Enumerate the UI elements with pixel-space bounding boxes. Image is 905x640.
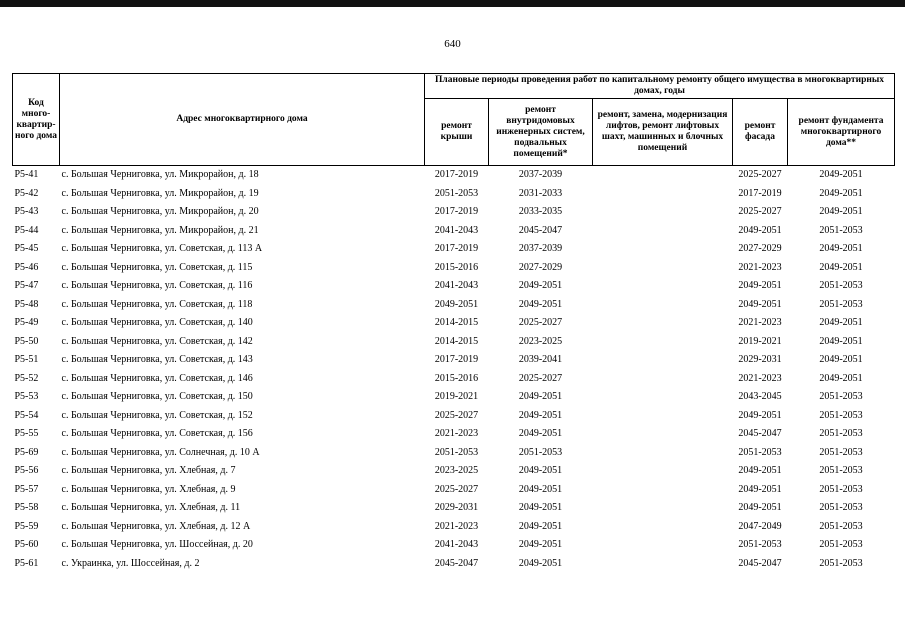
cell-foundation: 2051-2053 [819, 483, 863, 495]
cell-lifts [593, 518, 733, 537]
cell-foundation: 2049-2051 [819, 243, 863, 255]
cell-roof: 2025-2027 [434, 409, 479, 421]
page-number: 640 [444, 38, 461, 50]
cell-roof: 2017-2019 [434, 169, 479, 181]
cell-foundation: 2051-2053 [819, 539, 863, 551]
header-facade: ремонт фасада [733, 99, 788, 166]
cell-facade: 2021-2023 [738, 317, 782, 329]
cell-address: с. Большая Черниговка, ул. Советская, д. 116 [61, 280, 253, 292]
cell-facade: 2049-2051 [738, 409, 782, 421]
table-row [13, 277, 895, 296]
cell-lifts [593, 185, 733, 204]
cell-facade: 2045-2047 [738, 557, 782, 569]
cell-lifts [593, 536, 733, 555]
cell-roof: 2021-2023 [434, 520, 479, 532]
table-row [13, 240, 895, 259]
cell-facade: 2049-2051 [738, 465, 782, 477]
cell-facade: 2027-2029 [738, 243, 782, 255]
cell-code: Р5-43 [14, 206, 39, 218]
cell-foundation: 2049-2051 [819, 187, 863, 199]
cell-facade: 2029-2031 [738, 354, 782, 366]
cell-roof: 2017-2019 [434, 206, 479, 218]
cell-engineering: 2049-2051 [518, 539, 563, 551]
cell-engineering: 2049-2051 [518, 465, 563, 477]
cell-lifts [593, 203, 733, 222]
cell-lifts [593, 444, 733, 463]
cell-code: Р5-42 [14, 187, 39, 199]
table-row [13, 444, 895, 463]
cell-roof: 2014-2015 [434, 335, 479, 347]
cell-address: с. Большая Черниговка, ул. Советская, д. 118 [61, 298, 253, 310]
cell-roof: 2025-2027 [434, 483, 479, 495]
cell-code: Р5-41 [14, 169, 39, 181]
cell-code: Р5-57 [14, 483, 39, 495]
table-row [13, 333, 895, 352]
cell-roof: 2041-2043 [434, 280, 479, 292]
cell-address: с. Большая Черниговка, ул. Шоссейная, д. 20 [61, 539, 253, 551]
cell-engineering: 2049-2051 [518, 502, 563, 514]
cell-facade: 2051-2053 [738, 539, 782, 551]
cell-address: с. Большая Черниговка, ул. Хлебная, д. 12 А [61, 520, 251, 532]
table-row [13, 314, 895, 333]
cell-address: с. Большая Черниговка, ул. Микрорайон, д. 18 [61, 169, 259, 181]
cell-code: Р5-51 [14, 354, 39, 366]
cell-roof: 2041-2043 [434, 224, 479, 236]
cell-lifts [593, 277, 733, 296]
cell-facade: 2049-2051 [738, 224, 782, 236]
cell-engineering: 2049-2051 [518, 557, 563, 569]
cell-address: с. Большая Черниговка, ул. Микрорайон, д. 19 [61, 187, 259, 199]
table-row [13, 499, 895, 518]
scan-top-edge [0, 0, 905, 7]
cell-code: Р5-58 [14, 502, 39, 514]
cell-foundation: 2049-2051 [819, 372, 863, 384]
cell-lifts [593, 388, 733, 407]
cell-lifts [593, 555, 733, 574]
cell-lifts [593, 240, 733, 259]
cell-roof: 2015-2016 [434, 261, 479, 273]
cell-address: с. Большая Черниговка, ул. Советская, д. 152 [61, 409, 253, 421]
cell-code: Р5-54 [14, 409, 39, 421]
cell-roof: 2017-2019 [434, 243, 479, 255]
cell-lifts [593, 481, 733, 500]
cell-engineering: 2033-2035 [518, 206, 563, 218]
table-row [13, 481, 895, 500]
cell-address: с. Большая Черниговка, ул. Хлебная, д. 7 [61, 465, 236, 477]
cell-roof: 2021-2023 [434, 428, 479, 440]
cell-code: Р5-52 [14, 372, 39, 384]
header-engineering: ремонт внутридомовых инженерных систем, подвальных помещений* [489, 99, 593, 166]
table-row [13, 425, 895, 444]
cell-lifts [593, 166, 733, 185]
cell-roof: 2049-2051 [434, 298, 479, 310]
cell-facade: 2025-2027 [738, 169, 782, 181]
cell-facade: 2049-2051 [738, 483, 782, 495]
cell-engineering: 2049-2051 [518, 483, 563, 495]
cell-code: Р5-53 [14, 391, 39, 403]
cell-roof: 2029-2031 [434, 502, 479, 514]
cell-address: с. Большая Черниговка, ул. Хлебная, д. 9 [61, 483, 236, 495]
table-row [13, 388, 895, 407]
cell-engineering: 2025-2027 [518, 317, 563, 329]
cell-facade: 2047-2049 [738, 520, 782, 532]
table-row [13, 518, 895, 537]
cell-foundation: 2049-2051 [819, 317, 863, 329]
cell-code: Р5-44 [14, 224, 39, 236]
cell-roof: 2019-2021 [434, 391, 479, 403]
cell-engineering: 2031-2033 [518, 187, 563, 199]
cell-roof: 2017-2019 [434, 354, 479, 366]
cell-engineering: 2049-2051 [518, 428, 563, 440]
table-row [13, 370, 895, 389]
header-lifts: ремонт, замена, модернизация лифтов, ремонт лифтовых шахт, машинных и блочных помещений [593, 99, 733, 166]
cell-engineering: 2045-2047 [518, 224, 563, 236]
cell-foundation: 2051-2053 [819, 280, 863, 292]
table-row [13, 203, 895, 222]
cell-code: Р5-61 [14, 557, 39, 569]
cell-facade: 2049-2051 [738, 298, 782, 310]
cell-lifts [593, 370, 733, 389]
cell-address: с. Большая Черниговка, ул. Советская, д. 142 [61, 335, 253, 347]
cell-foundation: 2051-2053 [819, 446, 863, 458]
cell-foundation: 2051-2053 [819, 465, 863, 477]
cell-address: с. Большая Черниговка, ул. Солнечная, д. 10 А [61, 446, 260, 458]
cell-engineering: 2027-2029 [518, 261, 563, 273]
cell-engineering: 2049-2051 [518, 391, 563, 403]
cell-facade: 2049-2051 [738, 502, 782, 514]
header-address: Адрес многоквартирного дома [60, 74, 425, 166]
cell-roof: 2015-2016 [434, 372, 479, 384]
cell-foundation: 2051-2053 [819, 520, 863, 532]
table-row [13, 462, 895, 481]
cell-address: с. Большая Черниговка, ул. Советская, д. 150 [61, 391, 253, 403]
cell-roof: 2023-2025 [434, 465, 479, 477]
capital-repair-schedule-table [12, 73, 895, 573]
cell-address: с. Большая Черниговка, ул. Микрорайон, д. 20 [61, 206, 259, 218]
cell-foundation: 2049-2051 [819, 261, 863, 273]
cell-lifts [593, 499, 733, 518]
cell-lifts [593, 462, 733, 481]
cell-facade: 2025-2027 [738, 206, 782, 218]
cell-facade: 2017-2019 [738, 187, 782, 199]
cell-lifts [593, 351, 733, 370]
cell-engineering: 2037-2039 [518, 243, 563, 255]
cell-address: с. Большая Черниговка, ул. Микрорайон, д. 21 [61, 224, 259, 236]
cell-foundation: 2051-2053 [819, 557, 863, 569]
cell-code: Р5-69 [14, 446, 39, 458]
table-row [13, 296, 895, 315]
cell-foundation: 2049-2051 [819, 354, 863, 366]
cell-foundation: 2049-2051 [819, 169, 863, 181]
cell-foundation: 2051-2053 [819, 298, 863, 310]
cell-lifts [593, 333, 733, 352]
cell-engineering: 2025-2027 [518, 372, 563, 384]
header-foundation: ремонт фундамента многоквартирного дома** [788, 99, 895, 166]
header-code: Код много-квартир-ного дома [13, 74, 60, 166]
cell-engineering: 2023-2025 [518, 335, 563, 347]
table-row [13, 351, 895, 370]
cell-address: с. Большая Черниговка, ул. Советская, д. 115 [61, 261, 253, 273]
cell-code: Р5-60 [14, 539, 39, 551]
cell-engineering: 2049-2051 [518, 520, 563, 532]
cell-engineering: 2049-2051 [518, 298, 563, 310]
cell-lifts [593, 314, 733, 333]
cell-engineering: 2049-2051 [518, 280, 563, 292]
cell-address: с. Большая Черниговка, ул. Советская, д. 156 [61, 428, 253, 440]
cell-engineering: 2051-2053 [518, 446, 563, 458]
table-row [13, 185, 895, 204]
cell-code: Р5-50 [14, 335, 39, 347]
cell-engineering: 2039-2041 [518, 354, 563, 366]
cell-roof: 2051-2053 [434, 187, 479, 199]
header-roof: ремонт крыши [425, 99, 489, 166]
cell-code: Р5-45 [14, 243, 39, 255]
cell-address: с. Большая Черниговка, ул. Хлебная, д. 11 [61, 502, 241, 514]
cell-lifts [593, 259, 733, 278]
cell-code: Р5-59 [14, 520, 39, 532]
cell-code: Р5-47 [14, 280, 39, 292]
cell-code: Р5-48 [14, 298, 39, 310]
table-body [13, 166, 895, 574]
cell-foundation: 2051-2053 [819, 502, 863, 514]
cell-code: Р5-55 [14, 428, 39, 440]
table-row [13, 555, 895, 574]
cell-foundation: 2051-2053 [819, 391, 863, 403]
header-planned-periods: Плановые периоды проведения работ по капитальному ремонту общего имущества в многоквартирных домах, годы [425, 74, 895, 99]
table-row [13, 259, 895, 278]
cell-facade: 2043-2045 [738, 391, 782, 403]
cell-address: с. Большая Черниговка, ул. Советская, д. 146 [61, 372, 253, 384]
cell-address: с. Украинка, ул. Шоссейная, д. 2 [61, 557, 200, 569]
cell-code: Р5-46 [14, 261, 39, 273]
cell-facade: 2051-2053 [738, 446, 782, 458]
cell-roof: 2051-2053 [434, 446, 479, 458]
cell-engineering: 2049-2051 [518, 409, 563, 421]
cell-facade: 2021-2023 [738, 372, 782, 384]
table-row [13, 536, 895, 555]
table-row [13, 407, 895, 426]
cell-roof: 2045-2047 [434, 557, 479, 569]
cell-lifts [593, 296, 733, 315]
cell-foundation: 2051-2053 [819, 224, 863, 236]
cell-facade: 2049-2051 [738, 280, 782, 292]
cell-foundation: 2051-2053 [819, 428, 863, 440]
cell-address: с. Большая Черниговка, ул. Советская, д. 113 А [61, 243, 263, 255]
cell-foundation: 2049-2051 [819, 335, 863, 347]
cell-engineering: 2037-2039 [518, 169, 563, 181]
cell-foundation: 2049-2051 [819, 206, 863, 218]
cell-lifts [593, 425, 733, 444]
cell-roof: 2041-2043 [434, 539, 479, 551]
cell-code: Р5-56 [14, 465, 39, 477]
cell-facade: 2021-2023 [738, 261, 782, 273]
cell-facade: 2045-2047 [738, 428, 782, 440]
cell-roof: 2014-2015 [434, 317, 479, 329]
cell-facade: 2019-2021 [738, 335, 782, 347]
cell-code: Р5-49 [14, 317, 39, 329]
table-row [13, 166, 895, 185]
cell-address: с. Большая Черниговка, ул. Советская, д. 140 [61, 317, 253, 329]
cell-address: с. Большая Черниговка, ул. Советская, д. 143 [61, 354, 253, 366]
cell-foundation: 2051-2053 [819, 409, 863, 421]
cell-lifts [593, 222, 733, 241]
table-row [13, 222, 895, 241]
cell-lifts [593, 407, 733, 426]
